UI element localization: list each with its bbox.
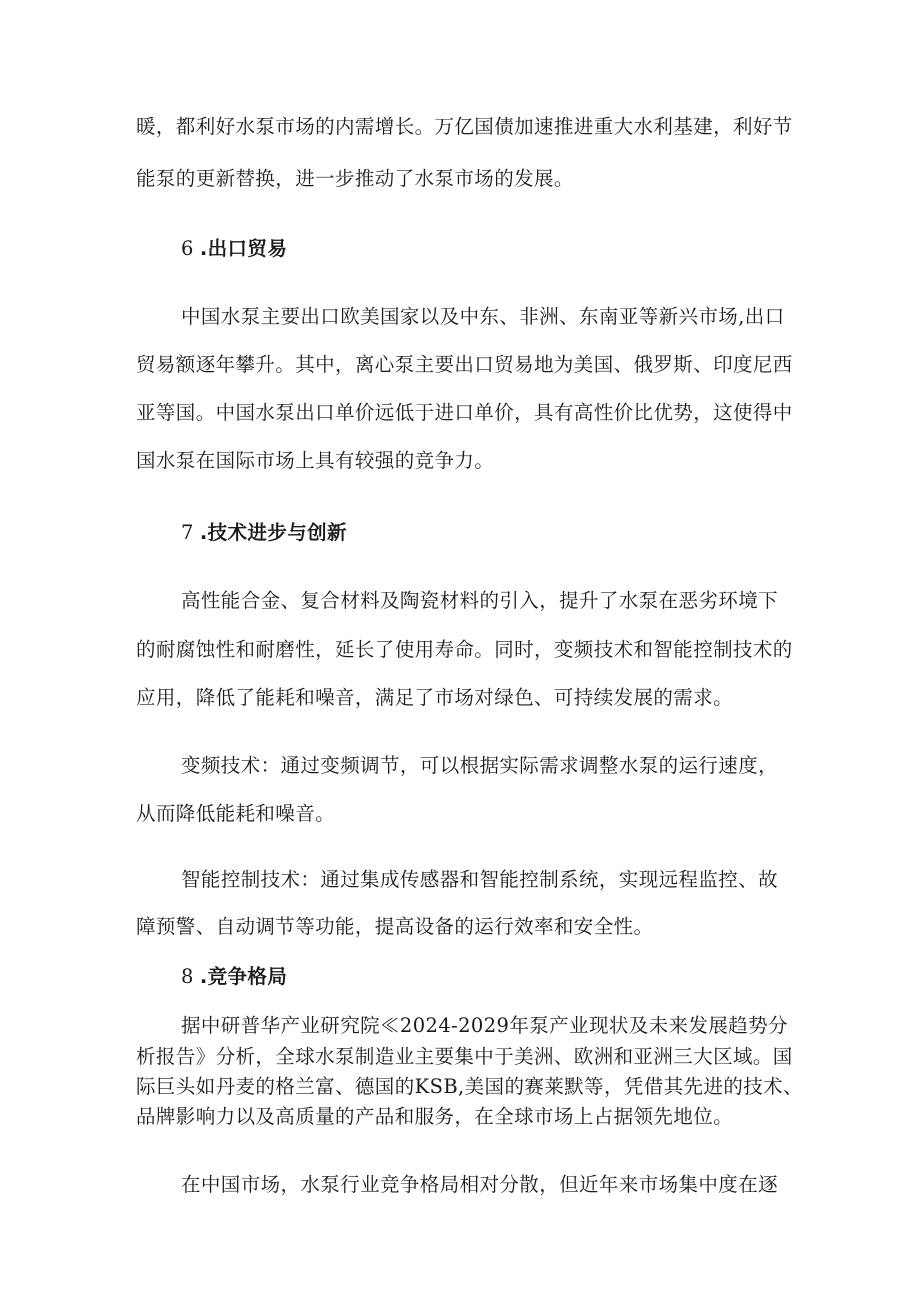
section-title: .技术进步与创新 bbox=[199, 521, 347, 544]
paragraph-line: 能泵的更新替换，进一步推动了水泵市场的发展。 bbox=[136, 167, 574, 190]
paragraph-line: 暖，都利好水泵市场的内需增长。万亿国债加速推进重大水利基建，利好节 bbox=[136, 115, 793, 138]
paragraph-line: 国水泵在国际市场上具有较强的竞争力。 bbox=[136, 449, 495, 472]
section-number: 6 bbox=[181, 237, 194, 260]
paragraph-line: 际巨头如丹麦的格兰富、德国的KSB,美国的赛莱默等，凭借其先进的技术、 bbox=[136, 1075, 803, 1098]
paragraph-line: 亚等国。中国水泵出口单价远低于进口单价，具有高性价比优势，这使得中 bbox=[136, 401, 793, 424]
section-number: 8 bbox=[181, 965, 194, 988]
paragraph-line: 从而降低能耗和噪音。 bbox=[136, 802, 336, 825]
paragraph-line: 的耐腐蚀性和耐磨性，延长了使用寿命。同时，变频技术和智能控制技术的 bbox=[136, 638, 793, 661]
paragraph-line: 在中国市场，水泵行业竞争格局相对分散，但近年来市场集中度在逐 bbox=[181, 1173, 779, 1196]
section-title: .出口贸易 bbox=[199, 237, 288, 260]
paragraph-line: 中国水泵主要出口欧美国家以及中东、非洲、东南亚等新兴市场,出口 bbox=[181, 305, 785, 328]
section-heading-8 bbox=[181, 967, 287, 987]
paragraph-line: 智能控制技术：通过集成传感器和智能控制系统，实现远程监控、故 bbox=[181, 868, 779, 891]
section-title: .竞争格局 bbox=[199, 965, 288, 988]
section-heading-6 bbox=[181, 239, 287, 259]
paragraph-line: 变频技术：通过变频调节，可以根据实际需求调整水泵的运行速度， bbox=[181, 754, 779, 777]
section-number: 7 bbox=[181, 521, 194, 544]
paragraph-line: 析报告》分析，全球水泵制造业主要集中于美洲、欧洲和亚洲三大区域。国 bbox=[136, 1045, 793, 1068]
paragraph-line: 障预警、自动调节等功能，提高设备的运行效率和安全性。 bbox=[136, 915, 654, 938]
paragraph-line: 据中研普华产业研究院≪2024-2029年泵产业现状及未来发展趋势分 bbox=[181, 1014, 788, 1037]
paragraph-line: 应用，降低了能耗和噪音，满足了市场对绿色、可持续发展的需求。 bbox=[136, 686, 734, 709]
paragraph-line: 高性能合金、复合材料及陶瓷材料的引入，提升了水泵在恶劣环境下 bbox=[181, 589, 779, 612]
paragraph-line: 品牌影响力以及高质量的产品和服务，在全球市场上占据领先地位。 bbox=[136, 1105, 734, 1128]
paragraph-line: 贸易额逐年攀升。其中，离心泵主要出口贸易地为美国、俄罗斯、印度尼西 bbox=[136, 353, 793, 376]
section-heading-7 bbox=[181, 523, 347, 543]
